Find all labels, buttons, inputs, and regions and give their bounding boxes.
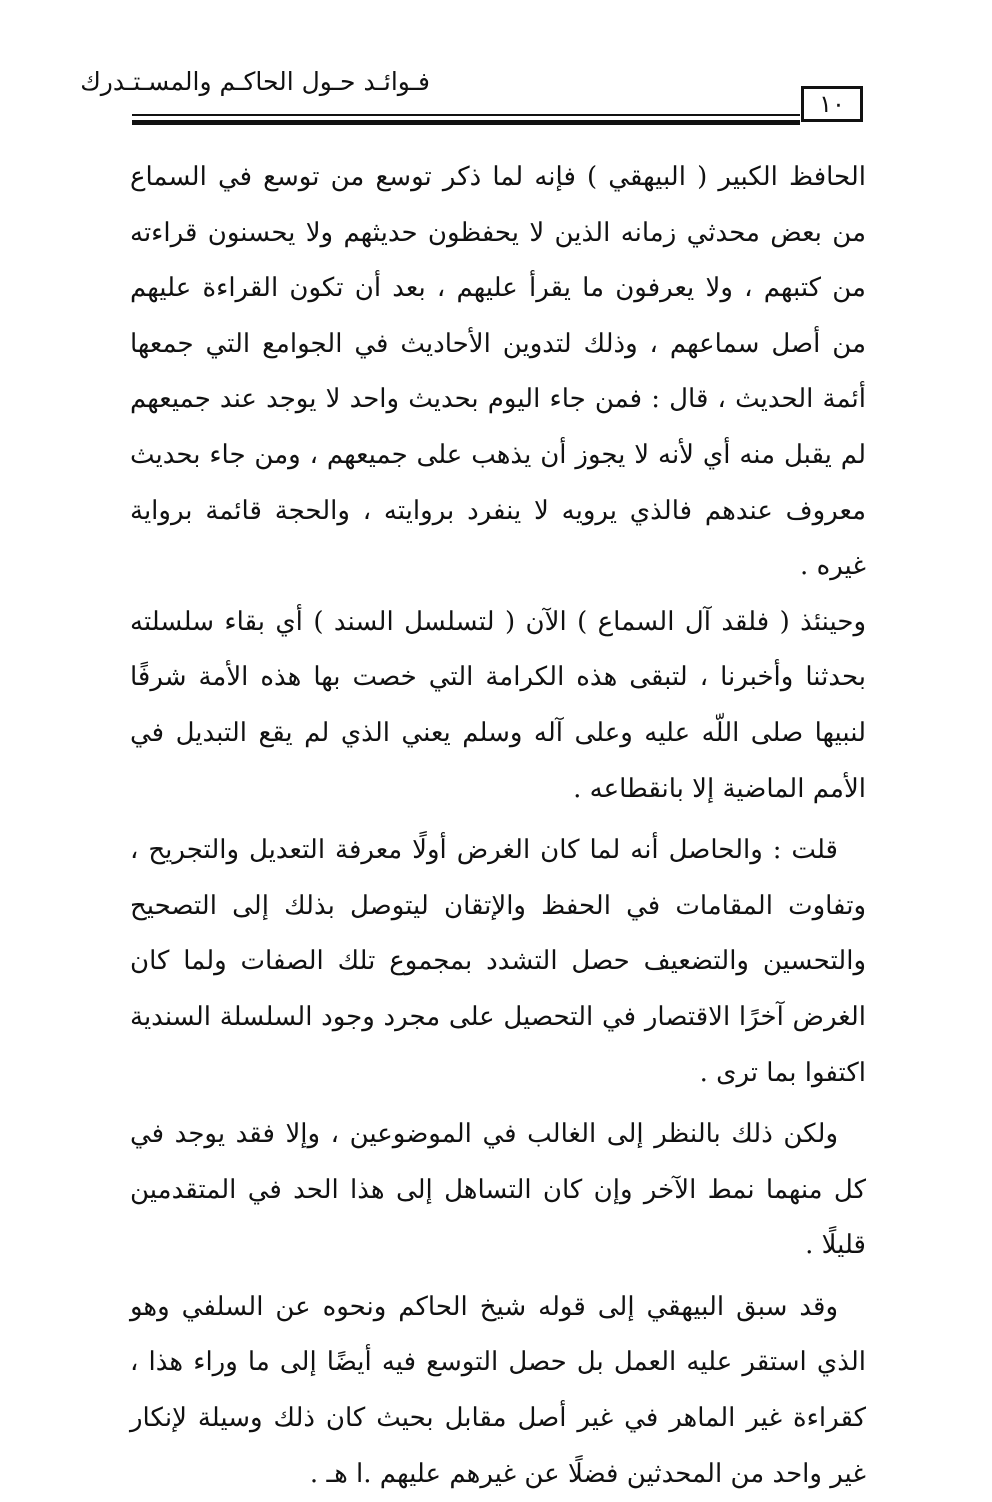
body-text [130, 150, 866, 1502]
running-title: فـوائـد حـول الحاكـم والمسـتـدرك [80, 67, 430, 96]
paragraph-3: قلت : والحاصل أنه لما كان الغرض أولًا معرفة التعديل والتجريح ، وتفاوت المقامات في الحفظ والإتقان ليتوصل بذلك إلى التصحيح والتحسين والتضعيف حصل التشدد بمجموع تلك الصفات ولما كان الغرض آخرًا الاقتصار في التحصيل على مجرد وجود السلسلة السندية اكتفوا بما ترى . [130, 835, 866, 1088]
paragraph-5: وقد سبق البيهقي إلى قوله شيخ الحاكم ونحوه عن السلفي وهو الذي استقر عليه العمل بل حصل التوسع فيه أيضًا إلى ما وراء هذا ، كقراءة غير الماهر في غير أصل مقابل بحيث كان ذلك وسيلة لإنكار غير واحد من المحدثين فضلًا عن غيرهم عليهم .ا هـ . [130, 1291, 866, 1489]
paragraph-2: وحينئذ ( فلقد آل السماع ) الآن ( لتسلسل السند ) أي بقاء سلسلته بحدثنا وأخبرنا ، لتبقى هذه الكرامة التي خصت بها هذه الأمة شرفًا لنبيها صلى اللّه عليه وعلى آله وسلم يعني الذي لم يقع التبديل في الأمم الماضية إلا بانقطاعه . [130, 606, 866, 804]
header-rule-thick [132, 120, 800, 125]
paragraph-1: الحافظ الكبير ( البيهقي ) فإنه لما ذكر توسع من توسع في السماع من بعض محدثي زمانه الذين لا يحفظون حديثهم ولا يحسنون قراءته من كتبهم ، ولا يعرفون ما يقرأ عليهم ، بعد أن تكون القراءة عليهم من أصل سماعهم ، وذلك لتدوين الأحاديث في الجوامع التي جمعها أئمة الحديث ، قال : فمن جاء اليوم بحديث واحد لا يوجد عند جميعهم لم يقبل منه أي لأنه لا يجوز أن يذهب على جميعهم ، ومن جاء بحديث معروف عندهم فالذي يرويه لا ينفرد بروايته ، والحجة قائمة برواية غيره . [130, 162, 866, 582]
page-number: ١٠ [801, 86, 863, 122]
paragraph-4: ولكن ذلك بالنظر إلى الغالب في الموضوعين ، وإلا فقد يوجد في كل منهما نمط الآخر وإن كان التساهل إلى هذا الحد في المتقدمين قليلًا . [130, 1119, 866, 1261]
header-rule-thin [132, 114, 800, 116]
